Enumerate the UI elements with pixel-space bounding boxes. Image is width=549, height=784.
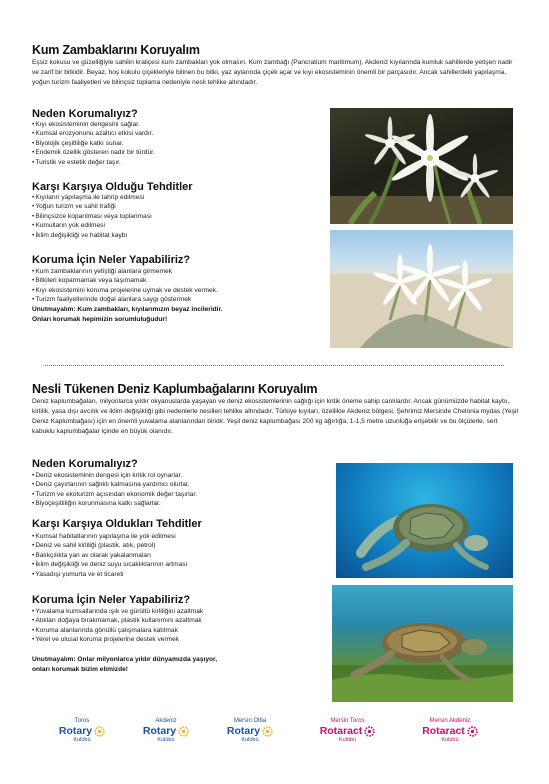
rotaract-wheel-icon — [364, 726, 375, 737]
logo-name: Rotary — [142, 725, 177, 737]
logo-club: Kulübü — [73, 737, 91, 743]
lily-reminder-line2: Onları korumak hepimizin sorumluluğudur! — [32, 316, 168, 323]
list-item: • Turizm faaliyetlerinde doğal alanlara saygı göstermek — [32, 295, 332, 304]
list-item: • Balıkçılıkta yan av olarak yakalanmaları — [32, 551, 322, 560]
rotary-wheel-icon — [262, 726, 273, 737]
list-item: • Kumulların yok edilmesi — [32, 221, 322, 230]
list-item: • Kıyı ekosistemini koruma projelerine uymak ve destek vermek. — [32, 286, 332, 295]
sea-turtle-photo-seagrass — [332, 585, 513, 702]
logo-location: Mersin Toros — [330, 718, 365, 724]
list-item: • Deniz çayırlarının sağlıklı kalmasına yardımcı olurlar. — [32, 480, 322, 489]
list-item: • Yerel ve ulusal koruma projelerine destek vermek — [32, 635, 332, 644]
logo-club: Kulübü — [441, 737, 459, 743]
list-item: • Endemik özellik gösteren nadir bir türdür. — [32, 148, 322, 157]
logo-name: Rotary — [58, 725, 93, 737]
logo-location: Akdeniz — [155, 718, 177, 724]
logo-name: Rotaract — [422, 725, 465, 737]
section-divider — [45, 365, 504, 366]
rotary-logo-mersin-olba — [210, 718, 290, 758]
list-item: • Turistik ve estetik değer taşır. — [32, 158, 322, 167]
turtle-actions-heading: Koruma İçin Neler Yapabiliriz? — [32, 594, 191, 606]
rotary-wheel-icon — [178, 726, 189, 737]
turtle-reminder-line2: onları korumak bizim elimizde! — [32, 666, 128, 673]
logo-name: Rotaract — [319, 725, 363, 737]
list-item: • Kıyı ekosisteminin dengesini sağlar. — [32, 120, 322, 129]
list-item: • Deniz ve sahil kirliliği (plastik, atık, petrol) — [32, 541, 322, 550]
list-item: • Yoğun turizm ve sahil trafiği — [32, 202, 322, 211]
logo-location: Mersin Akdeniz — [429, 718, 471, 724]
turtle-actions-list — [32, 607, 332, 645]
logo-location: Mersin Olba — [233, 718, 267, 724]
lily-threats-list — [32, 193, 322, 240]
rotaract-wheel-icon — [467, 726, 478, 737]
list-item: • Kum zambaklarının yetiştiği alanlara girmemek — [32, 267, 332, 276]
list-item: • Yuvalama kumsallarında ışık ve gürültü kirliliğini azaltmak — [32, 607, 332, 616]
turtle-reminder-line1: Unutmayalım: Onlar milyonlarca yıldır dünyamızda yaşıyor, — [32, 656, 218, 663]
turtle-why-list — [32, 471, 322, 509]
list-item: • Biyoçeşitliliğin korunmasına katkı sağlarlar. — [32, 499, 322, 508]
lily-actions-heading: Koruma İçin Neler Yapabiliriz? — [32, 254, 191, 266]
rotaract-logo-mersin-toros — [300, 718, 395, 758]
turtle-threats-heading: Karşı Karşıya Oldukları Tehditler — [32, 518, 202, 530]
logo-club: Kulübü — [157, 737, 175, 743]
turtle-why-heading: Neden Korumalıyız? — [32, 458, 138, 470]
sea-turtle-photo-open-water — [336, 463, 513, 578]
rotary-wheel-icon — [94, 726, 105, 737]
lily-actions-list — [32, 267, 332, 305]
lily-why-list — [32, 120, 322, 167]
lily-section-title: Kum Zambaklarını Koruyalım — [32, 43, 200, 57]
list-item: • Yasadışı yumurta ve et ticareti — [32, 570, 322, 579]
lily-threats-heading: Karşı Karşıya Olduğu Tehditler — [32, 181, 193, 193]
logo-club: Kulübü — [241, 737, 259, 743]
sea-lily-photo-dark — [330, 108, 513, 224]
list-item: • Bitkileri koparmamak veya taşımamak — [32, 276, 332, 285]
list-item: • İklim değişikliği ve habitat kaybı — [32, 231, 322, 240]
turtle-threats-list — [32, 532, 322, 579]
logo-name: Rotary — [226, 725, 261, 737]
lily-reminder-line1: Unutmayalım: Kum zambakları, kıyılarımızın beyaz incileridir. — [32, 306, 223, 313]
list-item: • Kıyıların yapılaşma ile tahrip edilmesi — [32, 193, 322, 202]
logo-location: Toros — [74, 718, 90, 724]
list-item: • Atıkları doğaya bırakmamak, plastik kullanımını azaltmak — [32, 616, 332, 625]
turtle-section-title: Nesli Tükenen Deniz Kaplumbağalarını Koruyalım — [32, 382, 318, 396]
list-item: • Bilinçsizce koparılması veya toplanması — [32, 212, 322, 221]
rotary-logo-toros — [42, 718, 122, 758]
list-item: • Biyolojik çeşitliliğe katkı sunar. — [32, 139, 322, 148]
lily-intro-text: Eşsiz kokusu ve güzelliğiyle sahilin kraliçesi kum zambakları yok olmasın. Kum zambağı (Pancratium maritimum), Akdeniz kıyılarında kumluk sahillerde yetişen nadir ve zarif bir bitkidir. Beyaz, hoş kokulu çiçekleriyle bilinen bu bitki, yaz aylarında çiçek açar ve kıyı ekosisteminin önemli bir parçasıdır. Ancak sahillerdeki yapılaşma, yoğun turizm faaliyetleri ve bilinçsiz toplama nedeniyle nesli tehlike altındadır. — [32, 59, 513, 86]
list-item: • Koruma alanlarında gönüllü çalışmalara katılmak — [32, 626, 332, 635]
list-item: • Turizm ve ekoturizm açısından ekonomik değer taşırlar. — [32, 490, 322, 499]
rotaract-logo-mersin-akdeniz — [400, 718, 500, 758]
logo-club: Kulübü — [338, 737, 357, 743]
rotary-logo-akdeniz — [126, 718, 206, 758]
list-item: • İklim değişikliği ve deniz suyu sıcaklıklarının artması — [32, 560, 322, 569]
list-item: • Kumsal habitatlarının yapılaşma ile yok edilmesi — [32, 532, 322, 541]
list-item: • Deniz ekosisteminin dengesi için kritik rol oynarlar. — [32, 471, 322, 480]
turtle-intro-text: Deniz kaplumbağaları, milyonlarca yıldır okyanuslarda yaşayan ve deniz ekosistemlerinin sağlığı için kritik öneme sahip canlılardır. Ancak günümüzde habitat kaybı, kirlilik, yasa dışı avcılık ve iklim değişikliği gibi nedenlerle nesilleri tehlike altındadır. Türkiye kıyıları, özellikle Akdeniz bölgesi, Şehrimiz Mersinde Chelonia mydas (Yeşil Deniz Kaplumbağası) için en önemli yuvalama alanlarından biridir. Yeşil deniz kaplumbağası 200 kg ağırlığa, 1-1,5 metre uzunluğa erişebilir ve bu ölçülerle, sert kabuklu kaplumbağalar içinde en büyük olanıdır. — [32, 398, 518, 435]
list-item: • Kumsal erozyonunu azaltıcı etkisi vardır. — [32, 129, 322, 138]
sea-lily-photo-beach — [330, 230, 513, 348]
lily-why-heading: Neden Korumalıyız? — [32, 108, 138, 120]
